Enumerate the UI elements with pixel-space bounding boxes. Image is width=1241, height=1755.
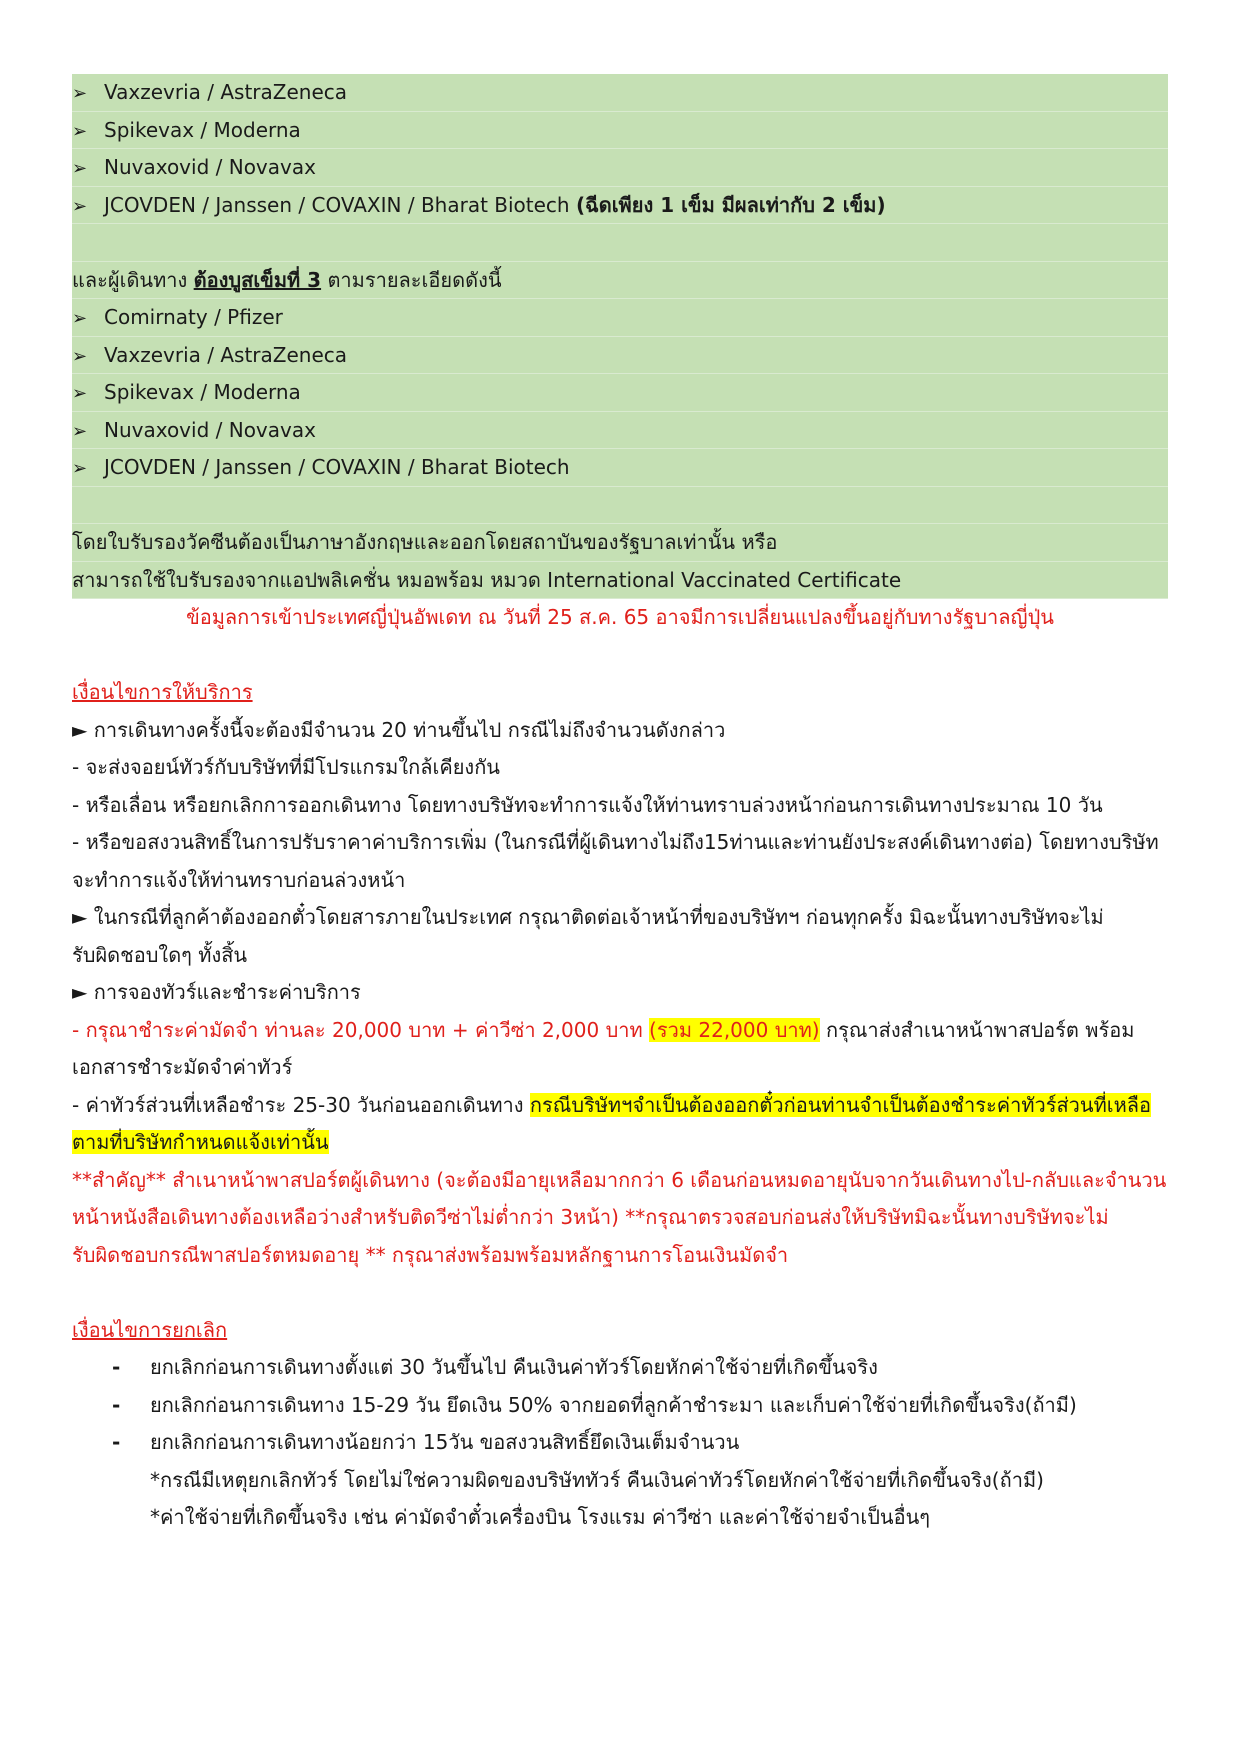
balance-highlight-2: ตามที่บริษัทกำหนดแจ้งเท่านั้น — [72, 1130, 329, 1154]
booster-item: ➢ JCOVDEN / Janssen / COVAXIN / Bharat Biotech — [72, 449, 1168, 487]
spacer — [72, 1274, 1168, 1312]
important-note-2: หน้าหนังสือเดินทางต้องเหลือว่างสำหรับติดวีซ่าไม่ต่ำกว่า 3หน้า) **กรุณาตรวจสอบก่อนส่งให้บริษัทมิฉะนั้นทางบริษัทจะไม่ — [72, 1205, 1109, 1229]
dash-bullet-icon: - — [112, 1392, 121, 1417]
vaccine-item: ➢ Nuvaxovid / Novavax — [72, 149, 1168, 187]
deposit-total-highlight: (รวม 22,000 บาท) — [649, 1017, 820, 1042]
booster-item: ➢ Spikevax / Moderna — [72, 374, 1168, 412]
vaccine-info-block — [72, 74, 1168, 599]
booster-item: ➢ Vaxzevria / AstraZeneca — [72, 337, 1168, 375]
arrow-bullet-icon: ➢ — [72, 120, 88, 142]
balance-highlight: กรณีบริษัทฯจำเป็นต้องออกตั๋วก่อนท่านจำเป็นต้องชำระค่าทัวร์ส่วนที่เหลือ — [529, 1092, 1152, 1117]
arrow-bullet-icon: ➢ — [72, 83, 88, 104]
deposit-amount: - กรุณาชำระค่ามัดจำ ท่านละ 20,000 บาท + ค่าวีซ่า 2,000 บาท — [72, 1017, 643, 1042]
booster-intro: และผู้เดินทาง ต้องบูสเข็มที่ 3 ตามรายละเอียดดังนี้ — [72, 262, 1168, 300]
arrow-bullet-icon: ➢ — [72, 383, 88, 404]
deposit-line: - กรุณาชำระค่ามัดจำ ท่านละ 20,000 บาท + ค่าวีซ่า 2,000 บาท (รวม 22,000 บาท) กรุณาส่งสำเนาหน้าพาสปอร์ต พร้อม — [72, 1017, 1135, 1042]
update-note: ข้อมูลการเข้าประเทศญี่ปุ่นอัพเดท ณ วันที่ 25 ส.ค. 65 อาจมีการเปลี่ยนแปลงขึ้นอยู่กับทางรัฐบาลญี่ปุ่น — [186, 605, 1054, 629]
spacer — [72, 487, 1168, 525]
service-paragraph: ► ในกรณีที่ลูกค้าต้องออกตั๋วโดยสารภายในประเทศ กรุณาติดต่อเจ้าหน้าที่ของบริษัทฯ ก่อนทุกครั้ง มิฉะนั้นทางบริษัทจะไม่ — [72, 905, 1104, 929]
cancel-note-1: *กรณีมีเหตุยกเลิกทัวร์ โดยไม่ใช่ความผิดของบริษัททัวร์ คืนเงินค่าทัวร์โดยหักค่าใช้จ่ายที่เกิดขึ้นจริง(ถ้ามี) — [150, 1467, 1044, 1492]
cancel-item: - ยกเลิกก่อนการเดินทางตั้งแต่ 30 วันขึ้นไป คืนเงินค่าทัวร์โดยหักค่าใช้จ่ายที่เกิดขึ้นจริง — [72, 1349, 1168, 1387]
arrow-bullet-icon: ➢ — [72, 195, 88, 217]
service-paragraph: ► การเดินทางครั้งนี้จะต้องมีจำนวน 20 ท่านขึ้นไป กรณีไม่ถึงจำนวนดังกล่าว — [72, 717, 726, 742]
service-paragraph: - จะส่งจอยน์ทัวร์กับบริษัทที่มีโปรแกรมใกล้เคียงกัน — [72, 755, 500, 779]
service-paragraph: ► การจองทัวร์และชำระค่าบริการ — [72, 980, 361, 1004]
service-heading: เงื่อนไขการให้บริการ — [72, 680, 253, 704]
balance-line: - ค่าทัวร์ส่วนที่เหลือชำระ 25-30 วันก่อนออกเดินทาง กรณีบริษัทฯจำเป็นต้องออกตั๋วก่อนท่านจำเป็นต้องชำระค่าทัวร์ส่วนที่เหลือ — [72, 1092, 1152, 1117]
dash-bullet-icon: - — [112, 1430, 121, 1454]
booster-item: ➢ Comirnaty / Pfizer — [72, 299, 1168, 337]
balance-line-2 — [72, 1124, 1168, 1162]
certificate-line-1: โดยใบรับรองวัคซีนต้องเป็นภาษาอังกฤษและออกโดยสถาบันของรัฐบาลเท่านั้น หรือ — [72, 524, 1168, 562]
vaccine-item: ➢ Vaxzevria / AstraZeneca — [72, 74, 1168, 112]
cancel-item: - ยกเลิกก่อนการเดินทาง 15-29 วัน ยึดเงิน 50% จากยอดที่ลูกค้าชำระมา และเก็บค่าใช้จ่ายที่เกิดขึ้นจริง(ถ้ามี) — [72, 1387, 1168, 1425]
service-paragraph: จะทำการแจ้งให้ท่านทราบก่อนล่วงหน้า — [72, 867, 406, 892]
booster-item: ➢ Nuvaxovid / Novavax — [72, 412, 1168, 450]
cancel-note-2: *ค่าใช้จ่ายที่เกิดขึ้นจริง เช่น ค่ามัดจำตั๋วเครื่องบิน โรงแรม ค่าวีซ่า และค่าใช้จ่ายจำเป็นอื่นๆ — [150, 1505, 931, 1529]
booster-emphasis: ต้องบูสเข็มที่ 3 — [193, 267, 322, 292]
arrow-bullet-icon: ➢ — [72, 420, 88, 442]
service-paragraph: - หรือขอสงวนสิทธิ์ในการปรับราคาค่าบริการเพิ่ม (ในกรณีที่ผู้เดินทางไม่ถึง15ท่านและท่านยังประสงค์เดินทางต่อ) โดยทางบริษัท — [72, 830, 1159, 854]
deposit-line-2: เอกสารชำระมัดจำค่าทัวร์ — [72, 1055, 293, 1079]
cancel-heading: เงื่อนไขการยกเลิก — [72, 1317, 228, 1342]
important-note-3: รับผิดชอบกรณีพาสปอร์ตหมดอายุ ** กรุณาส่งพร้อมพร้อมหลักฐานการโอนเงินมัดจำ — [72, 1242, 789, 1267]
arrow-bullet-icon: ➢ — [72, 345, 88, 367]
spacer — [72, 224, 1168, 262]
dash-bullet-icon: - — [112, 1355, 121, 1379]
vaccine-item: ➢ Spikevax / Moderna — [72, 112, 1168, 150]
cancel-item: - ยกเลิกก่อนการเดินทางน้อยกว่า 15วัน ขอสงวนสิทธิ์ยึดเงินเต็มจำนวน — [72, 1424, 1168, 1462]
document-content — [72, 74, 1168, 1537]
service-paragraph: รับผิดชอบใดๆ ทั้งสิ้น — [72, 942, 248, 967]
certificate-line-2: สามารถใช้ใบรับรองจากแอปพลิเคชั่น หมอพร้อม หมวด International Vaccinated Certificate — [72, 562, 1168, 600]
arrow-bullet-icon: ➢ — [72, 308, 88, 329]
vaccine-item: ➢ JCOVDEN / Janssen / COVAXIN / Bharat Biotech (ฉีดเพียง 1 เข็ม มีผลเท่ากับ 2 เข็ม) — [72, 187, 1168, 225]
spacer — [72, 637, 1168, 675]
arrow-bullet-icon: ➢ — [72, 158, 88, 179]
single-dose-note: (ฉีดเพียง 1 เข็ม มีผลเท่ากับ 2 เข็ม) — [575, 192, 886, 217]
service-paragraph: - หรือเลื่อน หรือยกเลิกการออกเดินทาง โดยทางบริษัทจะทำการแจ้งให้ท่านทราบล่วงหน้าก่อนการเดินทางประมาณ 10 วัน — [72, 792, 1103, 817]
arrow-bullet-icon: ➢ — [72, 458, 88, 479]
important-note-1: **สำคัญ** สำเนาหน้าพาสปอร์ตผู้เดินทาง (จะต้องมีอายุเหลือมากกว่า 6 เดือนก่อนหมดอายุนับจากวันเดินทางไป-กลับและจำนวน — [72, 1167, 1167, 1192]
